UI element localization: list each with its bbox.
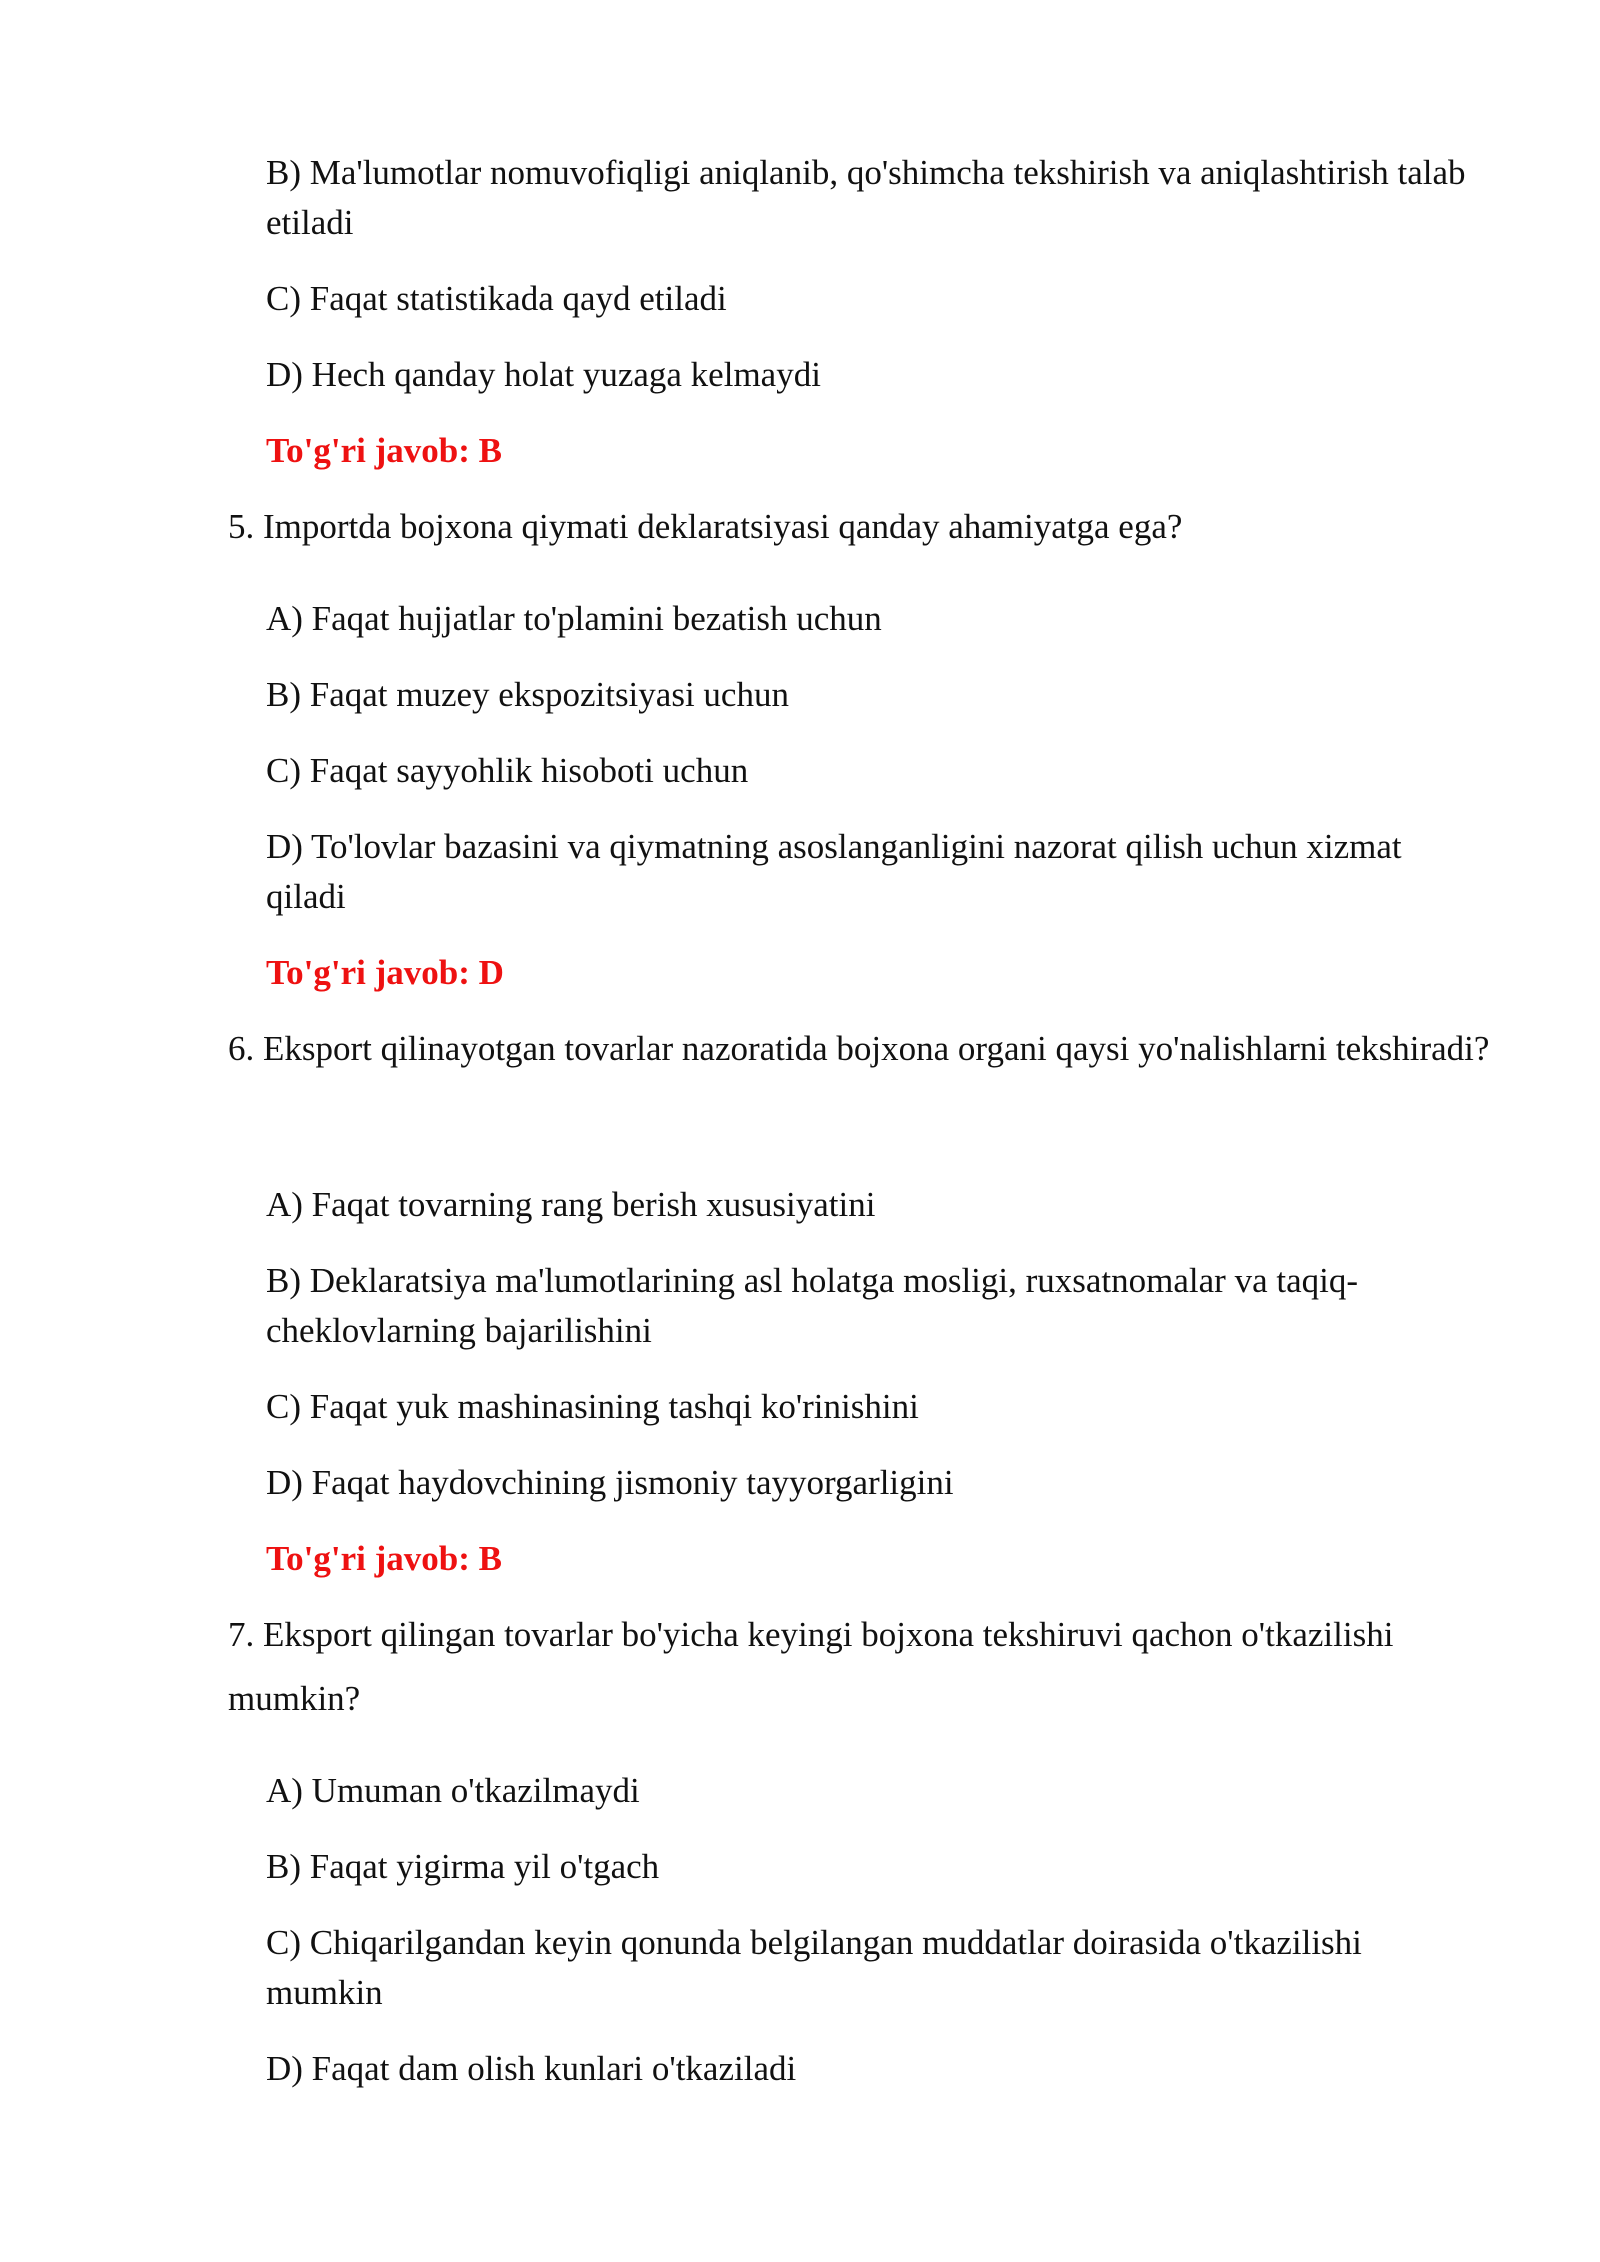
option-6d: D) Faqat haydovchining jismoniy tayyorgarligini bbox=[266, 1463, 954, 1502]
option-5b: B) Faqat muzey ekspozitsiyasi uchun bbox=[266, 675, 789, 714]
option-6a: A) Faqat tovarning rang berish xususiyatini bbox=[266, 1185, 876, 1224]
correct-answer-6: To'g'ri javob: B bbox=[266, 1539, 502, 1578]
option-7a: A) Umuman o'tkazilmaydi bbox=[266, 1771, 640, 1810]
option-6c: C) Faqat yuk mashinasining tashqi ko'rinishini bbox=[266, 1387, 919, 1426]
option-7c: C) Chiqarilgandan keyin qonunda belgilangan muddatlar doirasida o'tkazilishi mumkin bbox=[266, 1923, 1362, 2012]
option-5a: A) Faqat hujjatlar to'plamini bezatish uchun bbox=[266, 599, 882, 638]
option-4d: D) Hech qanday holat yuzaga kelmaydi bbox=[266, 355, 821, 394]
option-5c: C) Faqat sayyohlik hisoboti uchun bbox=[266, 751, 749, 790]
option-6b: B) Deklaratsiya ma'lumotlarining asl holatga mosligi, ruxsatnomalar va taqiq-cheklovlarning bajarilishini bbox=[266, 1261, 1359, 1350]
option-7b: B) Faqat yigirma yil o'tgach bbox=[266, 1847, 660, 1886]
correct-answer-4: To'g'ri javob: B bbox=[266, 431, 502, 470]
option-7d: D) Faqat dam olish kunlari o'tkaziladi bbox=[266, 2049, 797, 2088]
option-4c: C) Faqat statistikada qayd etiladi bbox=[266, 279, 727, 318]
question-6: 6. Eksport qilinayotgan tovarlar nazoratida bojxona organi qaysi yo'nalishlarni tekshiradi? bbox=[228, 1029, 1490, 1068]
question-5: 5. Importda bojxona qiymati deklaratsiyasi qanday ahamiyatga ega? bbox=[228, 507, 1183, 546]
option-5d: D) To'lovlar bazasini va qiymatning asoslanganligini nazorat qilish uchun xizmat qiladi bbox=[266, 827, 1402, 916]
question-7: 7. Eksport qilingan tovarlar bo'yicha keyingi bojxona tekshiruvi qachon o'tkazilishi mumkin? bbox=[228, 1615, 1394, 1718]
option-4b: B) Ma'lumotlar nomuvofiqligi aniqlanib, qo'shimcha tekshirish va aniqlashtirish talab etiladi bbox=[266, 153, 1466, 242]
correct-answer-5: To'g'ri javob: D bbox=[266, 953, 504, 992]
